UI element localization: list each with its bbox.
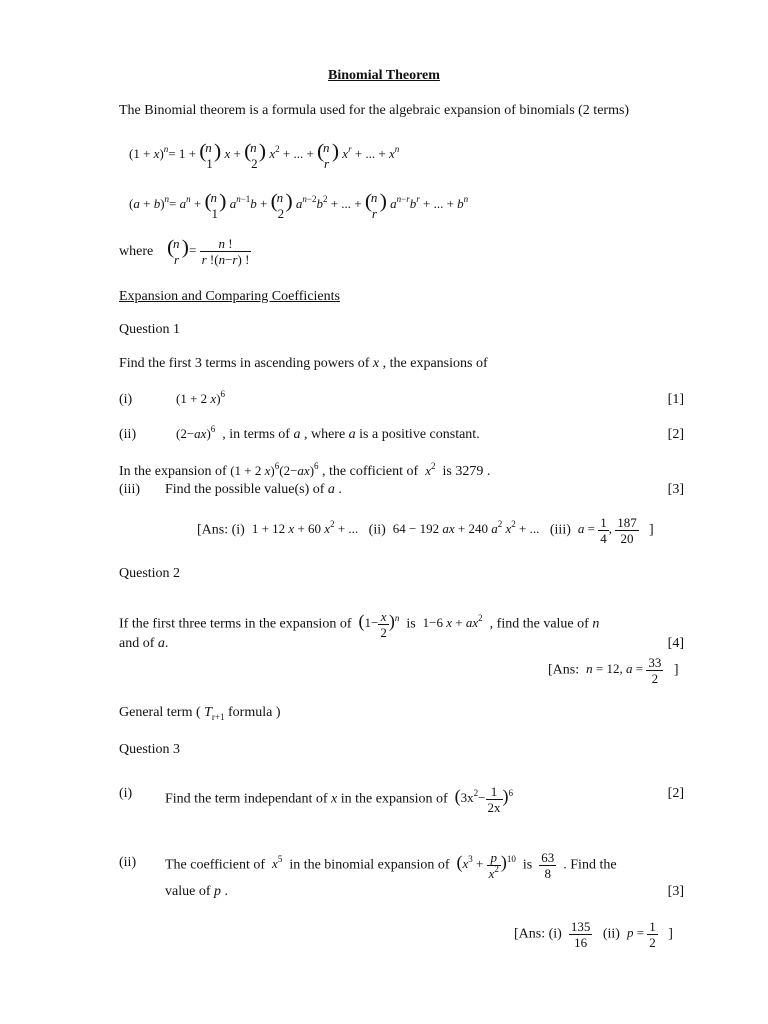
q1-part-i-label: (i) — [119, 392, 133, 407]
q3-part-ii-label: (ii) — [119, 855, 137, 870]
question-3-heading: Question 3 — [119, 742, 181, 757]
q1-context: In the expansion of (1 + 2 $x)^6(2-ax)^6$ , the cofficient of $x^2$ is 3279 . — [119, 461, 491, 479]
question-2-text: If the first three terms in the expansion of (1− $\frac{x}{2}$ )$^n$ is 1−6 $x + ax^2$ , find the value of n — [119, 609, 600, 640]
q1-part-i-expression: (1 + 2 x)$^6$ — [176, 389, 226, 406]
q3-part-i-label: (i) — [119, 786, 133, 801]
q1-part-ii-text: $(2-ax)^6$ , in terms of a , where a is a positive constant. — [176, 424, 480, 442]
question-1-stem: Find the first 3 terms in ascending powers of x , the expansions of — [119, 356, 488, 371]
q3-part-i-text: Find the term independant of x in the expansion of ($3x^2-$ $\frac{1}{2x}$ )$^6$ — [165, 784, 514, 815]
q3-part-ii-text: The coefficient of $x^5$ in the binomial expansion of ($x^3$ + $\frac{p}{x^2}$ )$^{10}$ is $\frac{63}{8}$ . Find the — [165, 850, 617, 881]
section-heading-expansion: Expansion and Comparing Coefficients — [119, 289, 340, 304]
q3-part-ii-mark: [3] — [667, 884, 684, 899]
binomial-formula-1: $(1 + x)^n= 1$ + ( n 1 ) x + ( n 2 ) $x^2$ + ... + ( n r ) $x^r$ + ... + $x^n$ — [129, 139, 400, 171]
q3-answer: [Ans: (i) $\frac{135}{16}$ (ii) p = $\frac{1}{2}$ ] — [514, 919, 673, 950]
q3-part-i-mark: [2] — [667, 786, 684, 801]
question-1-heading: Question 1 — [119, 322, 181, 337]
q1-part-i-mark: [1] — [667, 392, 684, 407]
q2-mark: [4] — [667, 636, 684, 651]
combination-formula: ( n r ) = $\frac{n !}{r !(n-r) !}$ — [167, 235, 250, 268]
q1-part-ii-mark: [2] — [667, 427, 684, 442]
q2-answer: [Ans: n = 12, a = $\frac{33}{2}$ ] — [548, 655, 679, 686]
intro-paragraph: The Binomial theorem is a formula used for the algebraic expansion of binomials (2 terms) — [119, 103, 630, 118]
q1-part-ii-label: (ii) — [119, 427, 137, 442]
where-label: where — [119, 244, 154, 259]
q1-answer: [Ans: (i) 1 + 12 x + 60 $x^2$ + ... (ii) 64 − 192 ax + 240 $a^2$ $x^2$ + ... (iii) a = $\frac{1}{4}$ , $\frac{187}{20}$ ] — [197, 515, 654, 546]
q3-part-ii-text-cont: value of p . — [165, 884, 228, 899]
q1-part-iii-text: Find the possible value(s) of a . — [165, 482, 342, 497]
page-title: Binomial Theorem — [328, 68, 440, 83]
q1-part-iii-label: (iii) — [119, 482, 140, 497]
section-heading-general-term: General term ( $T_{r+1}$ formula ) — [119, 705, 281, 722]
question-2-heading: Question 2 — [119, 566, 181, 581]
q1-part-iii-mark: [3] — [667, 482, 684, 497]
binomial-formula-2: $(a + b)^n= a^n$ + ( n 1 ) $a^{n-1}b$ + ( n 2 ) $a^{n-2}b^2$ + ... + ( n r ) $a^{n-r}b^r$ + ... + $b^n$ — [129, 189, 469, 221]
question-2-text-cont: and of a. — [119, 636, 169, 651]
